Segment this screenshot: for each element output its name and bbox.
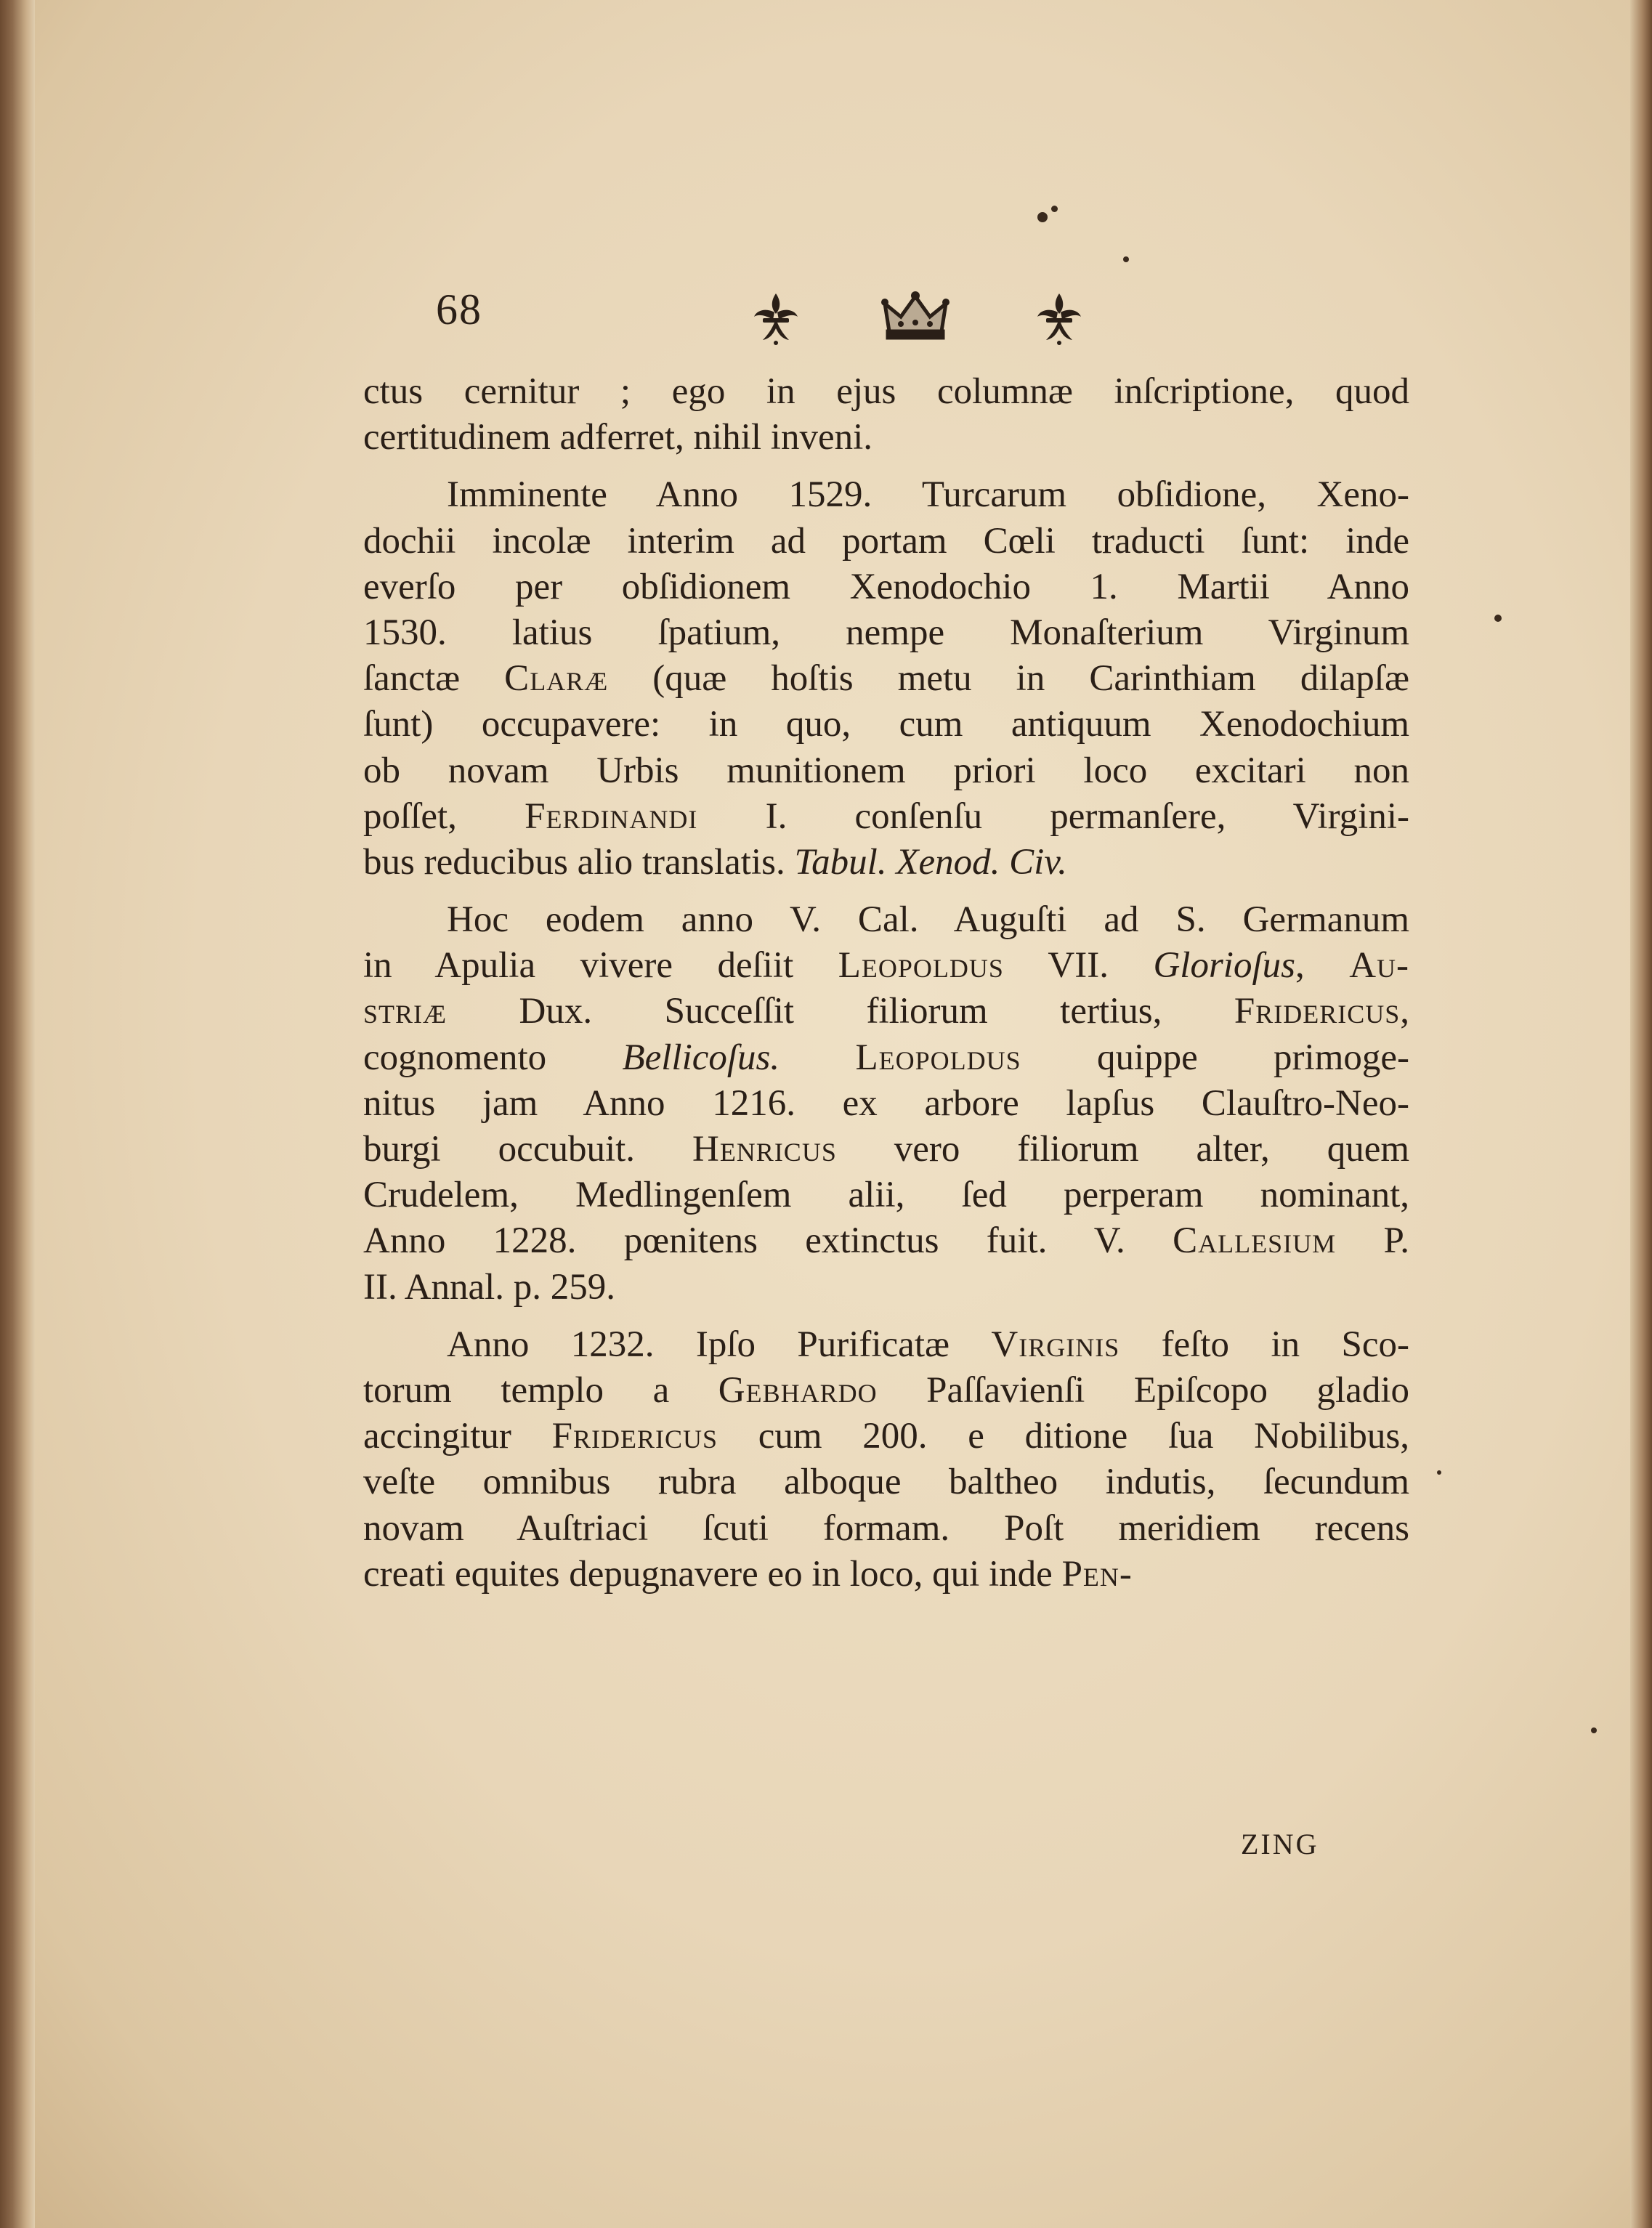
paper-speck [1591,1727,1597,1733]
text-line [363,610,1409,656]
text-run: bus reducibus alio translatis. [363,841,795,883]
text-line [363,1265,1409,1311]
text-line [363,897,1409,943]
text-run: Hoc eodem anno V. Cal. Auguſti ad S. Germanum [447,899,1409,941]
text-run: Anno 1232. Ipſo Purificatæ [447,1324,992,1365]
text-run: burgi occubuit. [363,1129,692,1170]
small-caps-name: striæ [363,991,448,1032]
body-text [363,369,1409,1597]
small-caps-name: Pen- [1061,1553,1133,1595]
small-caps-name: Leopoldus [838,945,1004,987]
small-caps-name: Gebhardo [718,1369,878,1411]
text-run: P. [1336,1220,1409,1262]
paper-speck [1037,212,1048,222]
text-run: poſſet, [363,795,525,837]
catchword: ZING [1241,1828,1319,1860]
text-line [363,1127,1409,1172]
small-caps-name: Virginis [991,1324,1120,1365]
text-line [363,1414,1409,1459]
page-number: 68 [436,285,482,333]
small-caps-name: Callesium [1173,1220,1337,1262]
text-line [363,989,1409,1034]
text-run: Anno 1228. pœnitens extinctus fuit. V. [363,1220,1173,1262]
paper-speck [1437,1470,1441,1475]
paragraph [363,897,1409,1311]
small-caps-name: Henricus [692,1129,837,1170]
fleur-de-lis-icon [748,291,803,346]
italic-text: Tabul. Xenod. Civ. [794,841,1067,883]
text-run: cognomento [363,1037,623,1078]
text-run: ſunt) occupavere: in quo, cum antiquum Xenodochium [363,704,1409,745]
paper-speck [1051,206,1058,212]
text-run: VII. [1003,945,1154,987]
text-line [363,1368,1409,1414]
small-caps-name: Au- [1349,945,1409,987]
text-run: ſanctæ [363,658,505,700]
small-caps-name: Claræ [504,658,609,700]
text-run: Crudelem, Medlingenſem alii, ſed perperam nominant, [363,1175,1409,1216]
text-run: in Apulia vivere deſiit [363,945,838,987]
text-run: , [1295,945,1350,987]
text-line [363,1322,1409,1368]
paragraph [363,369,1409,461]
text-line [363,1506,1409,1552]
text-run: I. conſenſu permanſere, Virgini- [697,795,1409,837]
text-run: Paſſavienſi Epiſcopo gladio [877,1369,1409,1411]
text-line [363,564,1409,610]
text-run: II. Annal. p. 259. [363,1266,616,1308]
text-run: everſo per obſidionem Xenodochio 1. Martii Anno [363,566,1409,607]
text-run: novam Auſtriaci ſcuti formam. Poſt meridiem recens [363,1507,1409,1549]
text-run: Imminente Anno 1529. Turcarum obſidione, Xeno- [447,474,1409,516]
text-run: feſto in Sco- [1119,1324,1409,1365]
paragraph [363,1322,1409,1597]
text-line [363,840,1409,886]
text-line [363,794,1409,840]
small-caps-name: Leopoldus [855,1037,1021,1078]
crown-icon [879,291,952,341]
text-line [363,1081,1409,1127]
text-line [363,472,1409,518]
text-run: ob novam Urbis munitionem priori loco excitari non [363,750,1409,791]
text-run: quippe primoge- [1021,1037,1409,1078]
small-caps-name: Ferdinandi [525,795,698,837]
text-line [363,1035,1409,1081]
text-run: nitus jam Anno 1216. ex arbore lapſus Clauſtro-Neo- [363,1082,1409,1124]
page-fore-edge [1630,0,1652,2228]
text-run: accingitur [363,1416,552,1457]
text-line [363,656,1409,702]
small-caps-name: Fridericus [1234,991,1401,1032]
text-line [363,702,1409,748]
text-run: cum 200. e ditione ſua Nobilibus, [718,1416,1410,1457]
text-line [363,748,1409,794]
text-line [363,1552,1409,1597]
paper-speck [1123,256,1129,262]
text-run: creati equites depugnavere eo in loco, qui inde [363,1553,1062,1595]
text-run: veſte omnibus rubra alboque baltheo indutis, ſecundum [363,1462,1409,1503]
text-line [363,519,1409,564]
text-line [363,943,1409,989]
text-run: (quæ hoſtis metu in Carinthiam dilapſæ [608,658,1409,700]
page-header [436,285,1409,357]
text-run: dochii incolæ interim ad portam Cœli traducti ſunt: inde [363,520,1409,562]
text-run: ctus cernitur ; ego in ejus columnæ inſcriptione, quod [363,371,1409,412]
text-run: vero filiorum alter, quem [836,1129,1409,1170]
italic-text: Bellicoſus. [622,1037,780,1078]
paper-speck [1494,615,1502,622]
text-line [363,1459,1409,1505]
text-run: 1530. latius ſpatium, nempe Monaſterium Virginum [363,612,1409,653]
paragraph [363,472,1409,886]
text-run: , [1400,991,1409,1032]
text-run: torum templo a [363,1369,718,1411]
text-run [780,1037,855,1078]
text-run: Dux. Succeſſit filiorum tertius, [447,991,1234,1032]
text-line [363,1172,1409,1218]
text-line [363,369,1409,415]
small-caps-name: Fridericus [551,1416,718,1457]
italic-text: Glorioſus [1153,945,1295,987]
book-binding-gutter [0,0,35,2228]
text-line [363,415,1409,461]
text-line [363,1218,1409,1264]
fleur-de-lis-icon [1032,291,1087,346]
text-run: certitudinem adferret, nihil inveni. [363,417,873,458]
